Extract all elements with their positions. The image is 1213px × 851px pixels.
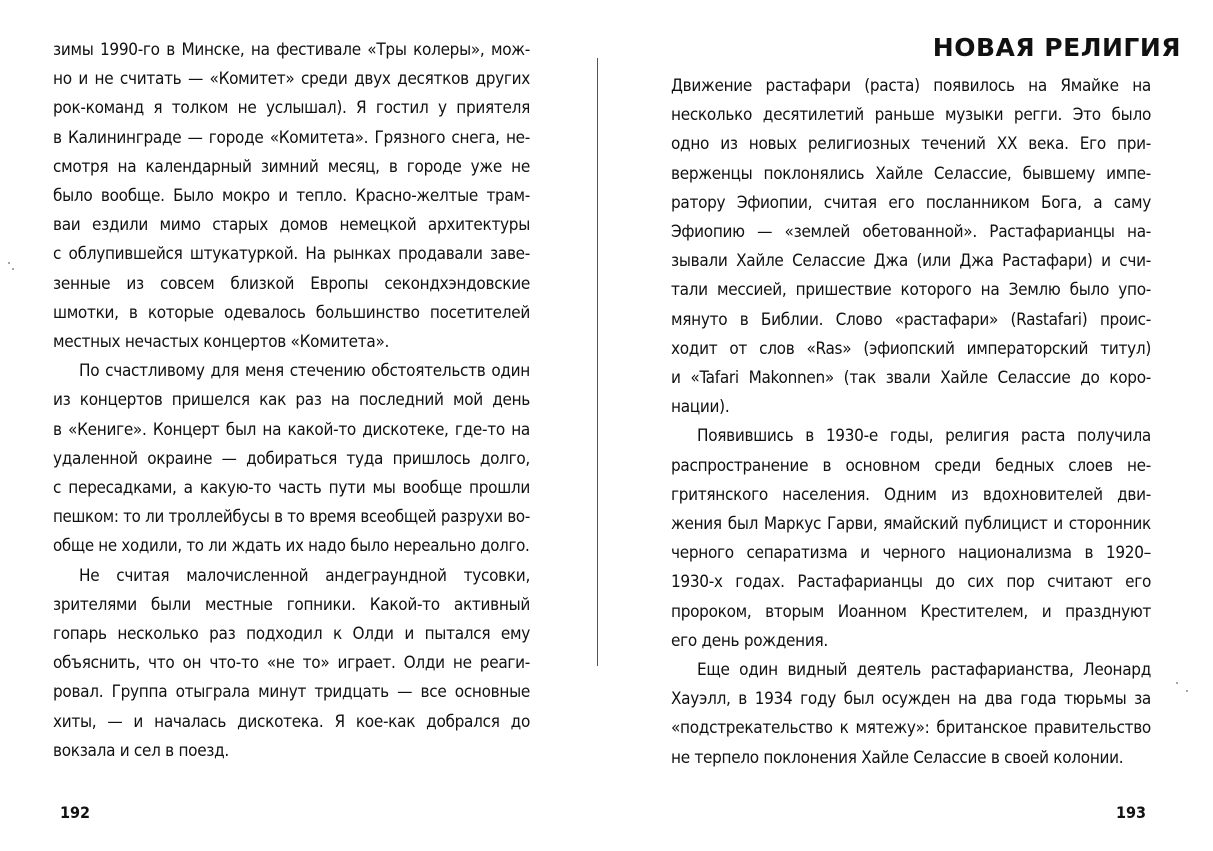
text-line: удаленной окраине — добираться туда пришлось долго, — [53, 448, 530, 469]
text-line: 1930-х годах. Растафарианцы до сих пор считают его — [671, 572, 1151, 593]
text-line: «подстрекательство к мятежу»: британское правительство — [671, 718, 1151, 739]
scan-speck — [12, 268, 14, 270]
text-line: гопарь несколько раз подходил к Олди и пытался ему — [53, 624, 530, 644]
scan-speck — [1176, 682, 1178, 684]
text-line: зенные из совсем близкой Европы секондхэндовские — [53, 273, 530, 294]
text-line: местных нечастых концертов «Комитета». — [53, 332, 390, 352]
text-line: его день рождения. — [671, 630, 828, 651]
text-line: Движение растафари (раста) появилось на Ямайке на — [671, 76, 1151, 96]
text-line: несколько десятилетий раньше музыки регги. Это было — [671, 105, 1151, 126]
text-line: объяснить, что он что-то «не то» играет. Олди не реаги- — [53, 653, 530, 674]
text-line: с облупившейся штукатуркой. На рынках продавали заве- — [53, 244, 530, 265]
text-line: ходит от слов «Ras» (эфиопский императорский титул) — [671, 338, 1151, 359]
text-line: черного сепаратизма и черного национализма в 1920– — [671, 543, 1151, 564]
text-line: пешком: то ли троллейбусы в то время всеобщей разрухи во- — [53, 507, 530, 528]
text-line: ваи ездили мимо старых домов немецкой архитектуры — [53, 215, 530, 236]
left-page-number: 192 — [60, 803, 91, 822]
scan-speck — [1186, 690, 1188, 692]
right-page-number: 193 — [1116, 803, 1147, 822]
text-line: вокзала и сел в поезд. — [53, 740, 229, 761]
text-line: Появившись в 1930-е годы, религия раста получила — [697, 426, 1151, 447]
text-line: зрителями были местные гопники. Какой-то активный — [53, 594, 530, 615]
text-line: гритянского населения. Одним из вдохновителей дви- — [671, 484, 1151, 505]
right-page — [600, 0, 1213, 851]
text-line: было вообще. Было мокро и тепло. Красно-желтые трам- — [53, 186, 530, 206]
text-line: и «Tafari Makonnen» (так звали Хайле Селассие до коро- — [671, 368, 1151, 388]
text-line: Хауэлл, в 1934 году был осужден на два года тюрьмы за — [671, 689, 1151, 710]
text-line: распространение в основном среди бедных слоев не- — [671, 455, 1151, 476]
text-line: из концертов пришелся как раз на последний мой день — [53, 390, 530, 411]
text-line: жения был Маркус Гарви, ямайский публицист и сторонник — [671, 514, 1151, 534]
text-line: пророком, вторым Иоанном Крестителем, и празднуют — [671, 601, 1151, 622]
text-line: ратору Эфиопии, считая его посланником Бога, а саму — [671, 192, 1151, 213]
text-line: одно из новых религиозных течений XX века. Его при- — [671, 134, 1151, 155]
text-line: с пересадками, а какую-то часть пути мы вообще прошли — [53, 478, 530, 498]
scan-speck — [8, 262, 10, 264]
text-line: в Калининграде — городе «Комитета». Грязного снега, не- — [53, 127, 530, 148]
text-line: Еще один видный деятель растафарианства, Леонард — [697, 660, 1151, 680]
text-line: шмотки, в которые одевалось большинство посетителей — [53, 302, 530, 323]
text-line: рок-команд я толком не услышал). Я гостил у приятеля — [53, 98, 530, 119]
text-line: не терпело поклонения Хайле Селассие в своей колонии. — [671, 747, 1124, 768]
text-line: По счастливому для меня стечению обстоятельств один — [79, 361, 530, 382]
text-line: хиты, — и началась дискотека. Я кое-как добрался до — [53, 711, 530, 732]
text-line: зимы 1990-го в Минске, на фестивале «Тры колеры», мож- — [53, 40, 530, 60]
text-line: тали мессией, пришествие которого на Землю было упо- — [671, 280, 1151, 301]
text-line: в «Кениге». Концерт был на какой-то дискотеке, где-то на — [53, 419, 530, 440]
text-line: Не считая малочисленной андеграундной тусовки, — [79, 565, 530, 586]
text-line: нации). — [671, 397, 730, 418]
text-line: зывали Хайле Селассие Джа (или Джа Растафари) и счи- — [671, 251, 1151, 272]
text-line: Эфиопию — «землей обетованной». Растафарианцы на- — [671, 222, 1151, 242]
text-line: мянуто в Библии. Слово «растафари» (Rastafari) проис- — [671, 309, 1151, 330]
chapter-header: НОВАЯ РЕЛИГИЯ — [932, 33, 1181, 62]
text-line: смотря на календарный зимний месяц, в городе уже не — [53, 156, 530, 177]
left-page — [0, 0, 600, 851]
page-gutter-line — [597, 58, 598, 666]
text-line: но и не считать — «Комитет» среди двух десятков других — [53, 69, 530, 90]
text-line: верженцы поклонялись Хайле Селассие, бывшему импе- — [671, 163, 1151, 184]
text-line: ровал. Группа отыграла минут тридцать — все основные — [53, 682, 530, 703]
text-line: обще не ходили, то ли ждать их надо было нереально долго. — [53, 536, 530, 557]
